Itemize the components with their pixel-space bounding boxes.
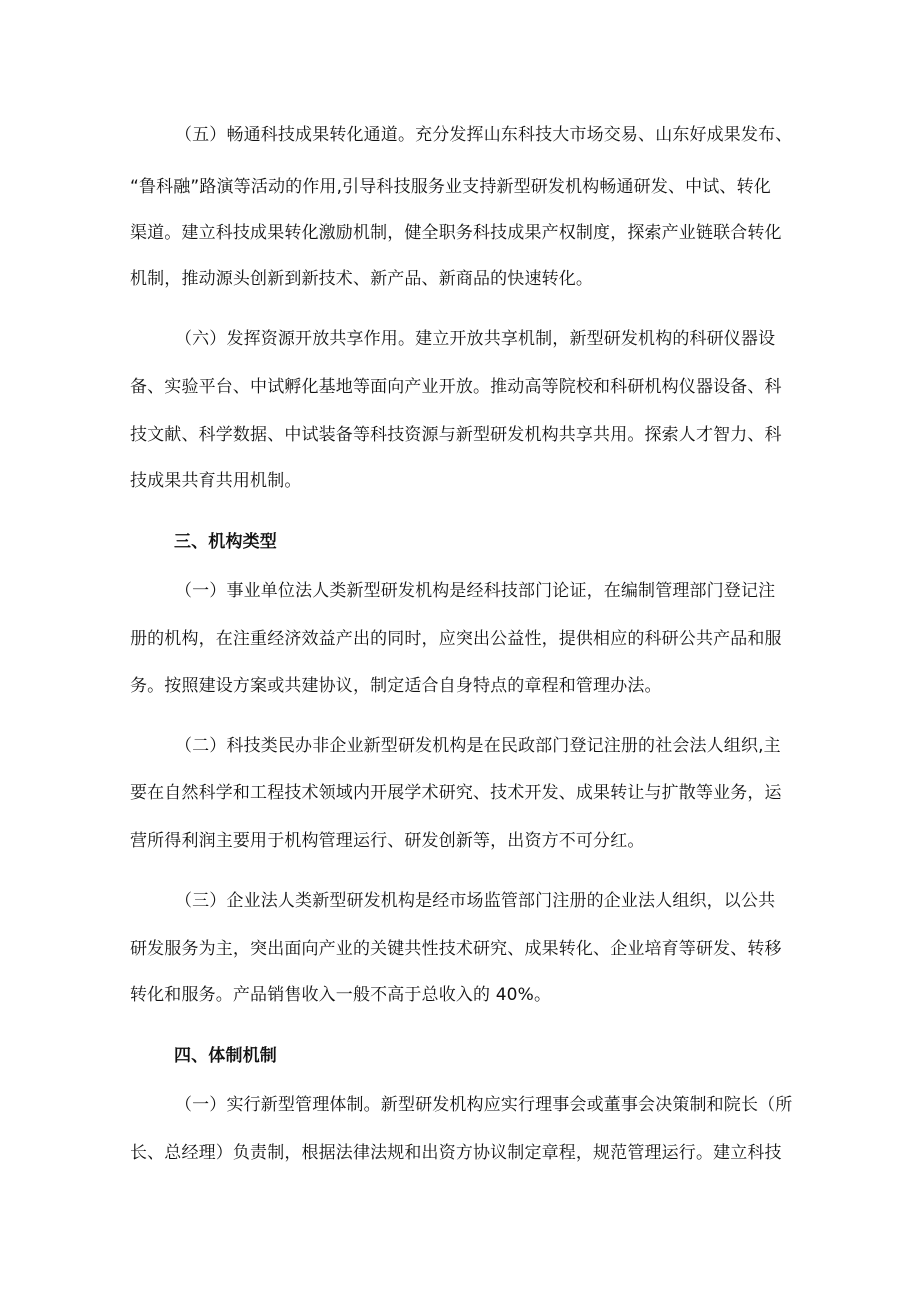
paragraph-line: 营所得利润主要用于机构管理运行、研发创新等，出资方不可分红。 [130, 831, 645, 851]
paragraph-line: （五）畅通科技成果转化通道。充分发挥山东科技大市场交易、山东好成果发布、 [175, 125, 793, 145]
paragraph-line: （一）实行新型管理体制。新型研发机构应实行理事会或董事会决策制和院长（所 [175, 1095, 793, 1115]
paragraph-line: 册的机构，在注重经济效益产出的同时，应突出公益性，提供相应的科研公共产品和服 [130, 629, 782, 649]
paragraph-line: 转化和服务。产品销售收入一般不高于总收入的 40%。 [130, 985, 552, 1005]
paragraph-line: 务。按照建设方案或共建协议，制定适合自身特点的章程和管理办法。 [130, 676, 662, 696]
section-heading: 四、体制机制 [174, 1046, 277, 1066]
paragraph-line: （六）发挥资源开放共享作用。建立开放共享机制，新型研发机构的科研仪器设 [175, 329, 776, 349]
paragraph-line: 机制，推动源头创新到新技术、新产品、新商品的快速转化。 [130, 269, 594, 289]
paragraph-line: 渠道。建立科技成果转化激励机制，健全职务科技成果产权制度，探索产业链联合转化 [130, 223, 782, 243]
paragraph-line: 技文献、科学数据、中试装备等科技资源与新型研发机构共享共用。探索人才智力、科 [130, 425, 782, 445]
paragraph-line: 长、总经理）负责制，根据法律法规和出资方协议制定章程，规范管理运行。建立科技 [130, 1143, 782, 1163]
paragraph-line: （三）企业法人类新型研发机构是经市场监管部门注册的企业法人组织，以公共 [175, 891, 776, 911]
paragraph-line: 研发服务为主，突出面向产业的关键共性技术研究、成果转化、企业培育等研发、转移 [130, 939, 782, 959]
paragraph-line: 备、实验平台、中试孵化基地等面向产业开放。推动高等院校和科研机构仪器设备、科 [130, 377, 782, 397]
section-heading: 三、机构类型 [174, 532, 277, 552]
paragraph-line: （二）科技类民办非企业新型研发机构是在民政部门登记注册的社会法人组织,主 [175, 736, 781, 756]
paragraph-line: 技成果共育共用机制。 [130, 471, 302, 491]
paragraph-line: “鲁科融”路演等活动的作用,引导科技服务业支持新型研发机构畅通研发、中试、转化 [130, 177, 771, 197]
paragraph-line: 要在自然科学和工程技术领域内开展学术研究、技术开发、成果转让与扩散等业务，运 [130, 783, 782, 803]
paragraph-line: （一）事业单位法人类新型研发机构是经科技部门论证，在编制管理部门登记注 [175, 581, 776, 601]
